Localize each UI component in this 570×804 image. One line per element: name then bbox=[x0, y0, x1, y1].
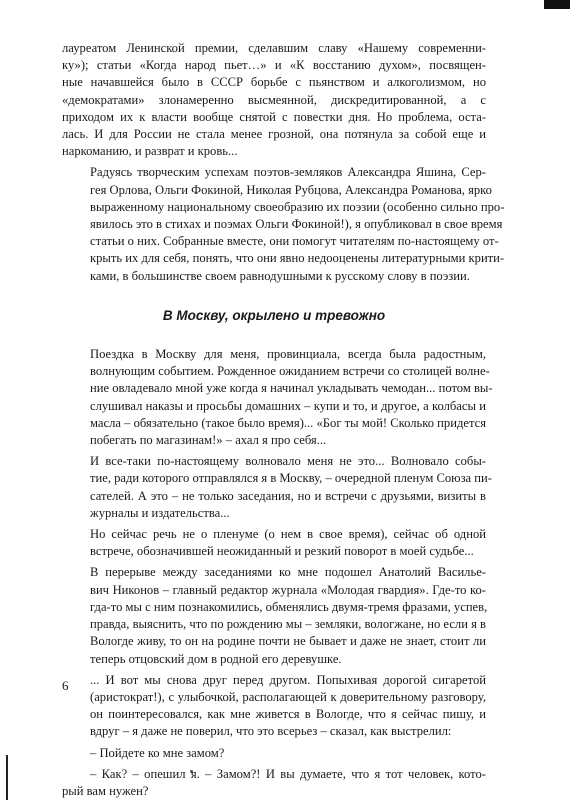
text-line: гея Орлова, Ольги Фокиной, Николая Рубцова, Александра Романова, ярко bbox=[90, 182, 492, 197]
dialogue-block bbox=[62, 745, 486, 801]
text-line: лась. И для России не стала менее грозной, она потянула за собой еще и bbox=[62, 127, 486, 142]
paragraph bbox=[62, 672, 486, 741]
text-line: ные начавшейся было в СССР борьбе с пьянством и алкоголизмом, но bbox=[62, 75, 486, 90]
text-line: – Пойдете ко мне замом? bbox=[90, 745, 225, 760]
text-line: вдруг – я даже не поверил, что это всерьез – сказал, как выстрелил: bbox=[90, 724, 452, 739]
text-line: Вологде живу, то он на родине почти не бывает и даже не знает, стоит ли bbox=[90, 634, 486, 649]
text-line: встрече, обозначившей неожиданный и резкий поворот в моей судьбе... bbox=[90, 544, 474, 559]
text-line: журналы и издательства... bbox=[90, 505, 230, 520]
text-line: наркоманию, и разврат и кровь... bbox=[62, 144, 238, 159]
text-line: «демократами» злонамеренно высмеянной, дискредитированной, а с bbox=[62, 92, 486, 107]
paragraph bbox=[62, 564, 486, 667]
scan-edge-line bbox=[6, 755, 8, 800]
text-line: он поинтересовался, как мне живется в Вологде, что я сейчас пишу, и bbox=[90, 707, 486, 722]
text-line: теперь отцовский дом в родной его деревушке. bbox=[90, 651, 342, 666]
text-line: ку»); статьи «Когда народ пьет…» и «К восстанию духом», посвящен- bbox=[62, 58, 486, 73]
dialogue-line bbox=[62, 766, 486, 800]
text-line: ние овладевало мной уже когда я начинал укладывать чемодан... потом вы- bbox=[90, 381, 493, 396]
text-line: явилось это в стихах и поэмах Ольги Фокиной!), я опубликовал в свое время bbox=[90, 217, 503, 232]
text-line: ... И вот мы снова друг перед другом. Попыхивая дорогой сигаретой bbox=[90, 672, 486, 687]
paragraph bbox=[62, 453, 492, 522]
scan-corner-mark bbox=[544, 0, 570, 9]
text-column bbox=[62, 40, 505, 804]
text-line: И все-таки по-настоящему волновало меня не это... Волновало собы- bbox=[90, 454, 486, 469]
text-line: Радуясь творческим успехам поэтов-земляков Александра Яшина, Сер- bbox=[90, 165, 486, 180]
text-line: приходом их к власти вообще снятой с повестки дня. Но проблема, оста- bbox=[62, 109, 486, 124]
text-line: масла – обязательно (такое было время)... «Бог ты мой! Сколько придется bbox=[90, 415, 486, 430]
text-line: гда-то мы с ним познакомились, обменялись двумя-тремя фразами, успев, bbox=[90, 599, 488, 614]
paragraph bbox=[62, 526, 486, 560]
text-line: крыть их для себя, понять, что они явно недооценены литературными крити- bbox=[90, 251, 505, 266]
text-line: правда, выяснить, что по рождению мы – земляки, вологжане, но если я в bbox=[90, 617, 486, 632]
text-line: волнующим событием. Рожденное ожиданием встречи со столицей волне- bbox=[90, 364, 490, 379]
paragraphs-after-heading bbox=[62, 346, 493, 740]
section-heading: В Москву, окрылено и тревожно bbox=[162, 307, 386, 323]
paragraph bbox=[62, 164, 505, 284]
dialogue-line bbox=[62, 745, 486, 762]
text-line: (аристократ!), с улыбочкой, располагающей к доверительному разговору, bbox=[90, 689, 486, 704]
paragraph bbox=[62, 346, 493, 449]
paragraphs-before-heading bbox=[62, 40, 505, 285]
text-line: ками, в большинстве своем равнодушными к русскому слову в поэзии. bbox=[90, 268, 470, 283]
text-line: статьи о них. Собранные вместе, они помогут читателям по-настоящему от- bbox=[90, 234, 499, 249]
page-number: 6 bbox=[62, 678, 69, 693]
text-line: сателей. А это – не только заседания, но и встречи с друзьями, визиты в bbox=[90, 488, 486, 503]
text-line: побегать по магазинам!» – ахал я про себя... bbox=[90, 433, 327, 448]
paragraph bbox=[62, 40, 486, 160]
text-line: слушивал наказы и просьбы домашних – купи и то, и другое, а колбасы и bbox=[90, 398, 486, 413]
text-line: выраженному национальному своеобразию их поэзии (особенно сильно про- bbox=[90, 199, 505, 214]
text-line: вич Никонов – главный редактор журнала «Молодая гвардия». Где-то ко- bbox=[90, 582, 486, 597]
text-line: – Как? – опешил я. – Замом?! И вы думаете, что я тот человек, кото- bbox=[90, 766, 486, 781]
text-line: тие, ради которого отправлялся я в Москву, – очередной пленум Союза пи- bbox=[90, 471, 492, 486]
text-line: Поездка в Москву для меня, провинциала, всегда была радостным, bbox=[90, 347, 486, 362]
text-line: В перерыве между заседаниями ко мне подошел Анатолий Василье- bbox=[90, 565, 486, 580]
text-line: лауреатом Ленинской премии, сделавшим славу «Нашему современни- bbox=[62, 41, 486, 55]
text-line: рый вам нужен? bbox=[62, 783, 149, 798]
text-line: Но сейчас речь не о пленуме (о нем в свое время), сейчас об одной bbox=[90, 527, 486, 542]
